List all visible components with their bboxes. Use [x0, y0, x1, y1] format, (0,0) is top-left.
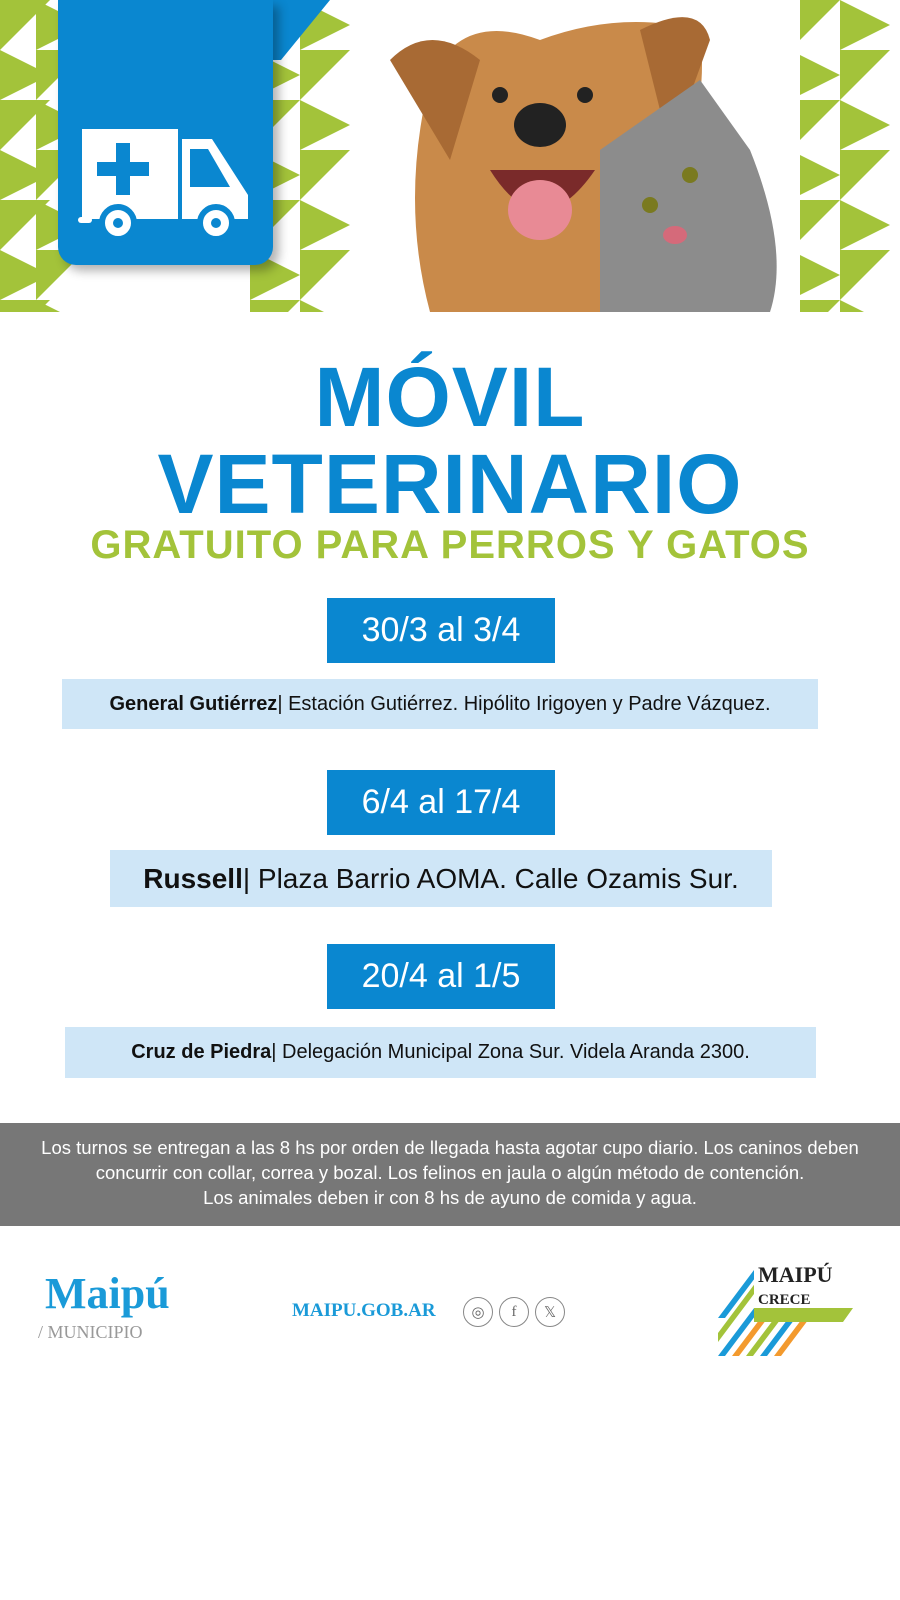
pattern-triangle [300, 250, 350, 300]
header-banner [0, 0, 900, 312]
title-line-1: MÓVIL [314, 350, 586, 444]
date-badge: 30/3 al 3/4 [327, 598, 555, 663]
date-badge: 6/4 al 17/4 [327, 770, 555, 835]
crece-logo-title: MAIPÚ [758, 1262, 833, 1287]
maipu-logo: Maipú [45, 1269, 170, 1318]
pattern-triangle [300, 300, 350, 312]
maipu-crece-logo [718, 1258, 853, 1358]
location-name: Cruz de Piedra [131, 1041, 272, 1063]
note-line: Los animales deben ir con 8 hs de ayuno de comida y agua. [203, 1187, 697, 1208]
location-bar [110, 850, 772, 907]
location-name: Russell [143, 862, 243, 894]
dog-and-cat-photo [370, 0, 800, 312]
note-line: Los turnos se entregan a las 8 hs por orden de llegada hasta agotar cupo diario. Los caninos deben [41, 1137, 859, 1158]
ambulance-card [58, 0, 273, 265]
pattern-triangle [840, 100, 890, 150]
website-link[interactable]: MAIPU.GOB.AR [292, 1300, 436, 1321]
pattern-triangle [840, 150, 890, 200]
pattern-triangle [300, 50, 350, 100]
pattern-triangle [840, 50, 890, 100]
info-note [0, 1123, 900, 1226]
municipio-label: / MUNICIPIO [38, 1322, 143, 1342]
instagram-icon[interactable]: ◎ [463, 1297, 493, 1327]
facebook-icon[interactable]: f [499, 1297, 529, 1327]
subtitle: GRATUITO PARA PERROS Y GATOS [90, 523, 810, 567]
pattern-triangle [840, 250, 890, 300]
pattern-triangle [840, 200, 890, 250]
location-name: General Gutiérrez [109, 692, 278, 715]
pattern-triangle [250, 300, 300, 312]
pattern-triangle [840, 300, 890, 312]
x-icon[interactable]: 𝕏 [535, 1297, 565, 1327]
pattern-triangle [840, 0, 890, 50]
pattern-triangle [300, 200, 350, 250]
date-badge: 20/4 al 1/5 [327, 944, 555, 1009]
location-bar [62, 679, 818, 729]
pattern-triangle [300, 150, 350, 200]
location-bar [65, 1027, 816, 1078]
crece-logo-sub: CRECE [758, 1292, 811, 1308]
pattern-triangle [300, 100, 350, 150]
location-address: | Delegación Municipal Zona Sur. Videla Aranda 2300. [271, 1041, 750, 1063]
location-address: | Plaza Barrio AOMA. Calle Ozamis Sur. [242, 862, 739, 894]
location-address: | Estación Gutiérrez. Hipólito Irigoyen y Padre Vázquez. [277, 692, 771, 715]
title-line-2: VETERINARIO [157, 437, 743, 531]
ambulance-icon [78, 125, 253, 245]
note-line: concurrir con collar, correa y bozal. Los felinos en jaula o algún método de contención. [95, 1162, 805, 1183]
